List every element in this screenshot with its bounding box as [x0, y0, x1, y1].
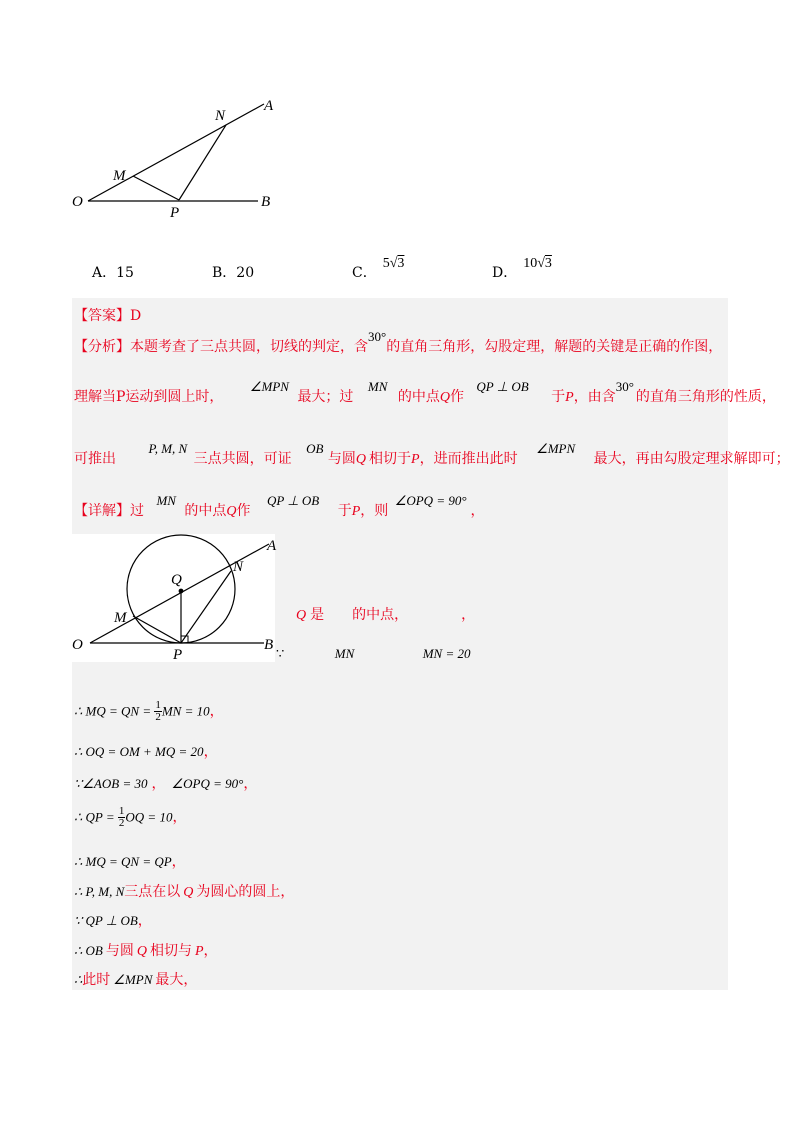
option-d-letter: D．: [492, 265, 518, 281]
center-dot-q: [179, 589, 184, 594]
label-p: P: [173, 647, 183, 663]
answer-line: 【答案】D: [74, 308, 142, 324]
step-5: ∴ MQ = QN = QP，: [74, 854, 186, 870]
option-a[interactable]: [92, 262, 134, 282]
label-b: B: [261, 194, 271, 210]
figure-angle-diagram: [68, 92, 288, 222]
option-a-letter: A．: [92, 265, 117, 281]
analysis-line-2: 理解当P运动到圆上时， ∠MPN 最大；过 MN 的中点Q作 QP ⊥ OB 于P，由含30°的直角三角形的性质，: [74, 379, 776, 405]
step-8: ∴ OB 与圆 Q 相切与 P，: [74, 943, 218, 959]
label-a: A: [267, 538, 277, 554]
label-a: A: [264, 98, 274, 114]
detail-line-1: 【详解】过 MN 的中点Q作 QP ⊥ OB 于P，则 ∠OPQ = 90°，: [74, 493, 485, 519]
label-n: N: [233, 559, 244, 575]
label-m: M: [113, 168, 126, 184]
step-3: ∵∠AOB = 30 ， ∠OPQ = 90°，: [74, 776, 258, 792]
step-4: ∴ QP = $\frac{1}{2}$ OQ = 10，: [74, 805, 187, 829]
segment-mp: [133, 616, 181, 643]
beside-line-1: Q 是 的中点， ，: [296, 607, 476, 623]
option-b-value: 20: [236, 265, 255, 281]
step-7: ∵ QP ⊥ OB，: [74, 913, 152, 929]
label-o: O: [72, 637, 83, 653]
option-b-letter: B．: [212, 265, 237, 281]
option-a-value: 15: [116, 265, 134, 281]
label-p: P: [170, 205, 180, 221]
step-6: ∴ P, M, N三点在以 Q 为圆心的圆上，: [74, 884, 295, 900]
option-c-letter: C．: [352, 265, 377, 281]
option-c[interactable]: [352, 256, 405, 282]
figure-circle-panel: [72, 534, 275, 662]
option-d-value: 10√3: [523, 256, 552, 271]
option-d[interactable]: [492, 256, 552, 282]
step-1: ∴ MQ = QN = $\frac{1}{2}$ MN = 10，: [74, 699, 224, 723]
segment-mp: [133, 176, 179, 200]
step-9: ∴此时 ∠MPN 最大，: [74, 972, 198, 988]
option-c-value: 5√3: [382, 256, 405, 271]
segment-np: [181, 571, 231, 643]
figure-circle-diagram: [72, 534, 275, 662]
option-b[interactable]: [212, 262, 254, 282]
label-m: M: [114, 610, 127, 626]
analysis-line-3: 可推出 P, M, N 三点共圆，可证 OB 与圆Q 相切于P，进而推出此时 ∠MPN 最大，再由勾股定理求解即可；: [74, 441, 790, 467]
label-n: N: [215, 108, 226, 124]
analysis-line-1: 【分析】本题考查了三点共圆，切线的判定，含30°的直角三角形，勾股定理，解题的关键是正确的作图，: [74, 329, 723, 355]
label-o: O: [72, 194, 83, 210]
label-q: Q: [171, 572, 182, 588]
ray-oa: [88, 104, 264, 201]
beside-line-2: ∵ MN MN = 20: [276, 646, 471, 661]
segment-np: [179, 125, 226, 200]
step-2: ∴ OQ = OM + MQ = 20，: [74, 744, 218, 760]
label-b: B: [264, 637, 274, 653]
